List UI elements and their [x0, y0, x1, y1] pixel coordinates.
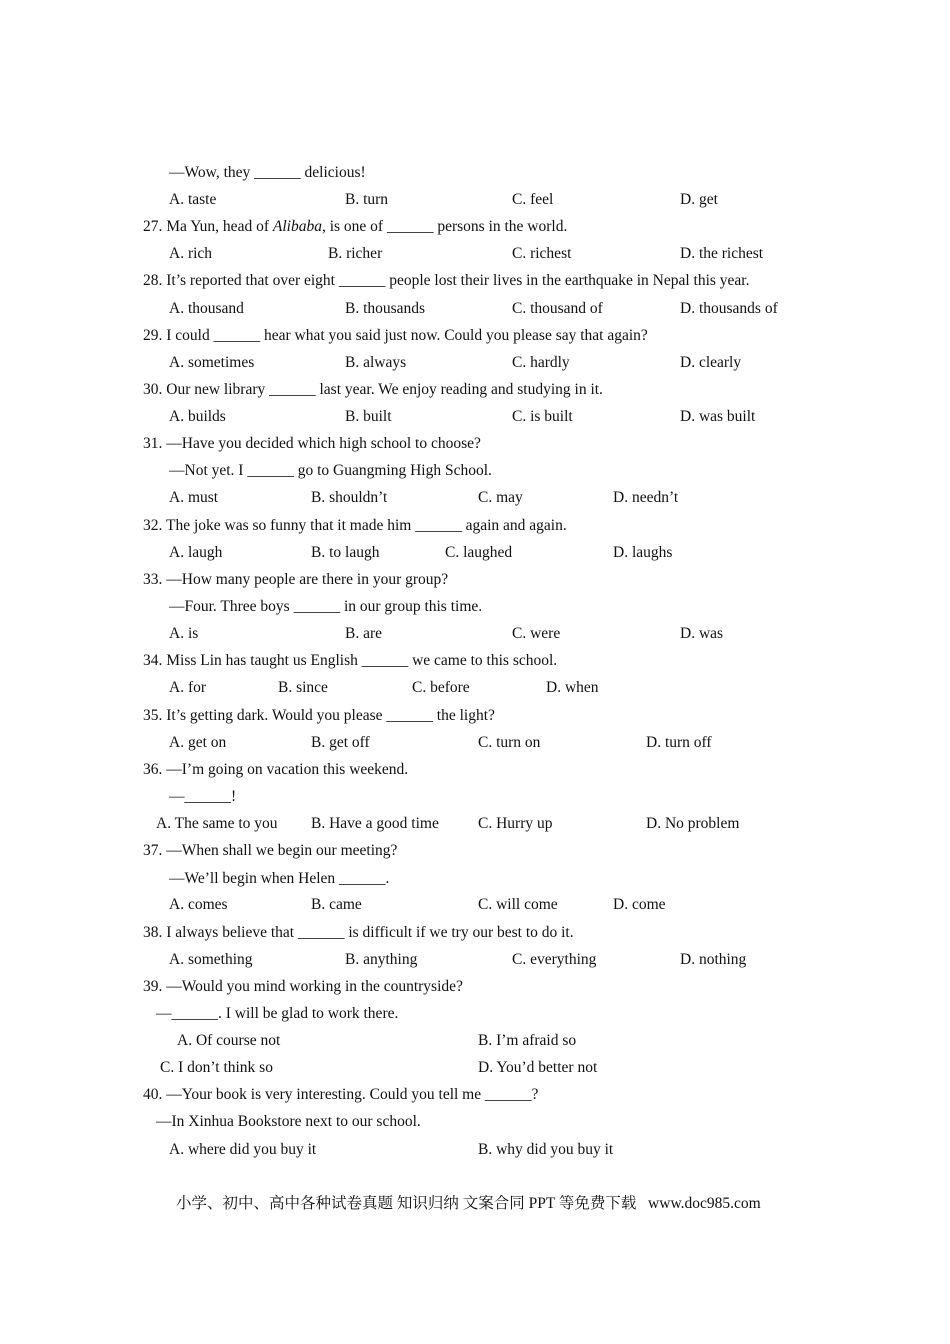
option-d: D. turn off: [646, 734, 712, 751]
option-d: D. was built: [680, 408, 756, 425]
option-c: C. will come: [478, 896, 558, 913]
option-a: A. The same to you: [156, 815, 278, 832]
option-a: A. laugh: [169, 544, 223, 561]
question-39: 39. —Would you mind working in the countryside?: [143, 978, 463, 995]
question-36: 36. —I’m going on vacation this weekend.: [143, 761, 409, 778]
question-31-reply: —Not yet. I ______ go to Guangming High School.: [169, 462, 492, 479]
option-d: D. needn’t: [613, 489, 679, 506]
option-b: B. Have a good time: [311, 815, 439, 832]
option-c: C. feel: [512, 191, 554, 208]
option-c: C. were: [512, 625, 561, 642]
option-b: B. richer: [328, 245, 383, 262]
option-c: C. before: [412, 679, 470, 696]
option-b: B. why did you buy it: [478, 1141, 614, 1158]
option-b: B. always: [345, 354, 407, 371]
option-c: C. Hurry up: [478, 815, 553, 832]
question-40: 40. —Your book is very interesting. Could you tell me ______?: [143, 1086, 539, 1103]
option-b: B. built: [345, 408, 392, 425]
question-32: 32. The joke was so funny that it made him ______ again and again.: [143, 517, 567, 534]
question-35: 35. It’s getting dark. Would you please ______ the light?: [143, 707, 495, 724]
option-a: A. must: [169, 489, 219, 506]
option-a: A. where did you buy it: [169, 1141, 317, 1158]
option-b: B. since: [278, 679, 328, 696]
option-d: D. nothing: [680, 951, 747, 968]
option-b: B. thousands: [345, 300, 426, 317]
question-39-reply: —______. I will be glad to work there.: [156, 1005, 399, 1022]
option-b: B. I’m afraid so: [478, 1032, 577, 1049]
question-27: 27. Ma Yun, head of Alibaba, is one of ______ persons in the world.: [143, 218, 568, 235]
question-37: 37. —When shall we begin our meeting?: [143, 842, 398, 859]
question-40-reply: —In Xinhua Bookstore next to our school.: [156, 1113, 421, 1130]
option-d: D. thousands of: [680, 300, 778, 317]
option-b: B. are: [345, 625, 383, 642]
question-text: —Wow, they ______ delicious!: [169, 164, 366, 181]
option-a: A. rich: [169, 245, 213, 262]
option-b: B. to laugh: [311, 544, 380, 561]
question-34: 34. Miss Lin has taught us English ______ we came to this school.: [143, 652, 558, 669]
option-d: D. the richest: [680, 245, 764, 262]
option-c: C. everything: [512, 951, 597, 968]
option-d: D. No problem: [646, 815, 740, 832]
option-b: B. turn: [345, 191, 389, 208]
question-31: 31. —Have you decided which high school to choose?: [143, 435, 481, 452]
page-footer: 小学、初中、高中各种试卷真题 知识归纳 文案合同 PPT 等免费下载 www.doc985.com: [176, 1195, 761, 1212]
option-c: C. turn on: [478, 734, 541, 751]
option-a: A. taste: [169, 191, 217, 208]
option-c: C. I don’t think so: [160, 1059, 273, 1076]
option-d: D. when: [546, 679, 599, 696]
question-33-reply: —Four. Three boys ______ in our group this time.: [169, 598, 483, 615]
question-33: 33. —How many people are there in your group?: [143, 571, 449, 588]
question-37-reply: —We’ll begin when Helen ______.: [169, 870, 390, 887]
option-c: C. is built: [512, 408, 573, 425]
option-a: A. get on: [169, 734, 227, 751]
option-b: B. shouldn’t: [311, 489, 388, 506]
option-d: D. get: [680, 191, 718, 208]
option-a: A. Of course not: [177, 1032, 281, 1049]
option-d: D. laughs: [613, 544, 673, 561]
option-a: A. sometimes: [169, 354, 255, 371]
option-a: A. is: [169, 625, 199, 642]
question-38: 38. I always believe that ______ is difficult if we try our best to do it.: [143, 924, 574, 941]
option-c: C. laughed: [445, 544, 513, 561]
question-30: 30. Our new library ______ last year. We enjoy reading and studying in it.: [143, 381, 603, 398]
option-d: D. was: [680, 625, 724, 642]
option-a: A. for: [169, 679, 207, 696]
option-a: A. builds: [169, 408, 226, 425]
option-c: C. richest: [512, 245, 572, 262]
option-c: C. hardly: [512, 354, 570, 371]
option-d: D. come: [613, 896, 666, 913]
option-a: A. thousand: [169, 300, 244, 317]
question-28: 28. It’s reported that over eight ______ people lost their lives in the earthquake in Nepal this year.: [143, 272, 750, 289]
option-d: D. clearly: [680, 354, 742, 371]
option-c: C. thousand of: [512, 300, 603, 317]
option-a: A. comes: [169, 896, 228, 913]
option-b: B. get off: [311, 734, 370, 751]
option-c: C. may: [478, 489, 523, 506]
option-a: A. something: [169, 951, 253, 968]
option-b: B. anything: [345, 951, 418, 968]
question-29: 29. I could ______ hear what you said just now. Could you please say that again?: [143, 327, 648, 344]
option-b: B. came: [311, 896, 362, 913]
option-d: D. You’d better not: [478, 1059, 598, 1076]
question-36-reply: —______!: [169, 788, 237, 805]
